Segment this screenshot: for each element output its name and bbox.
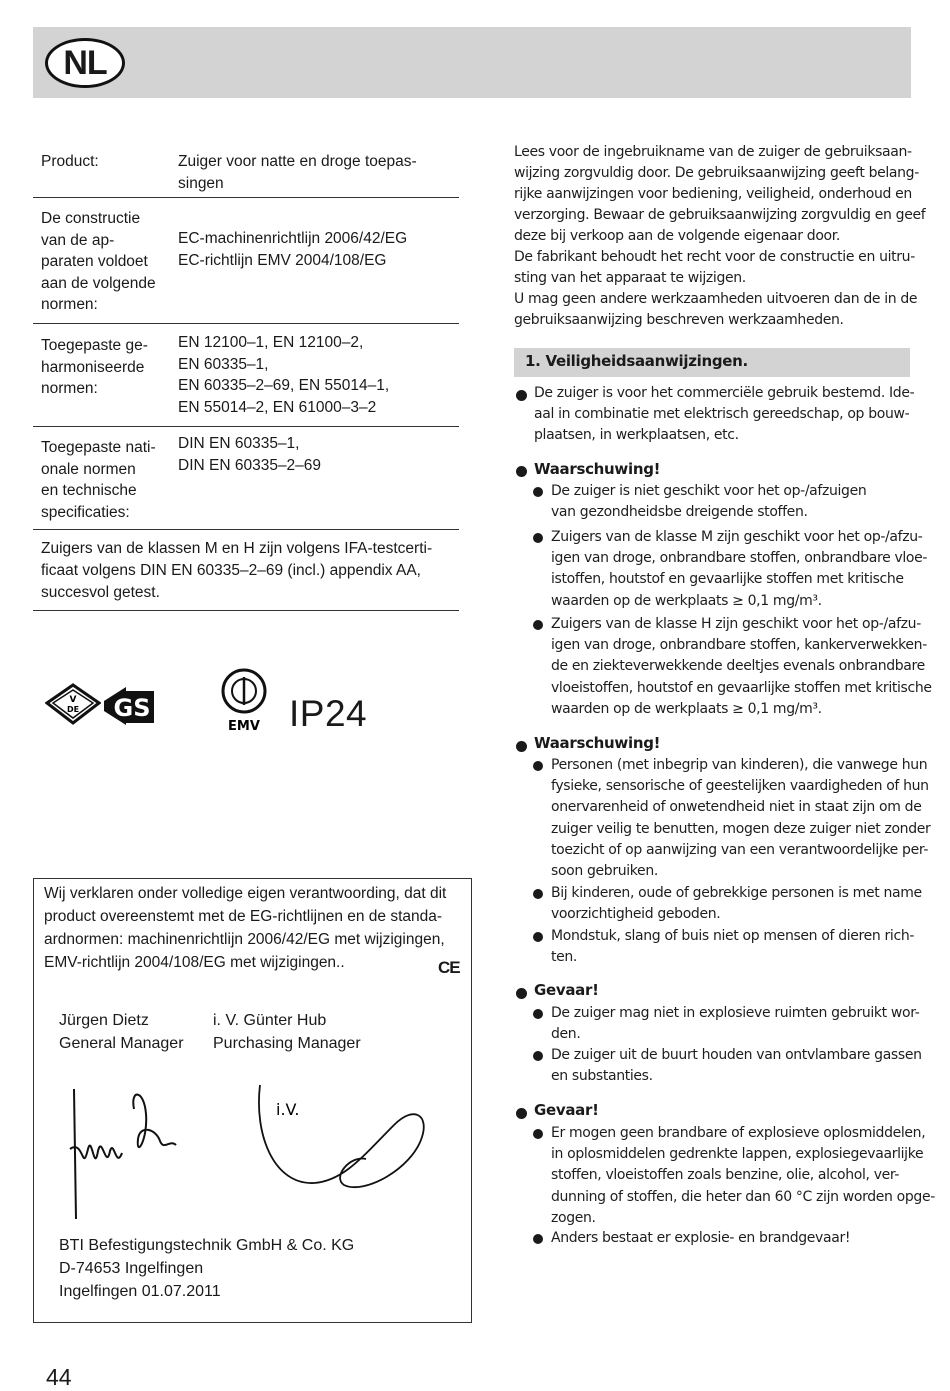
text-line: plaatsen, in werkplaatsen, etc. xyxy=(534,427,739,444)
text-line: waarden op de werkplaats ≥ 0,1 mg/m³. xyxy=(551,592,822,609)
spec-note-line: ficaat volgens DIN EN 60335–2–69 (incl.) appendix AA, xyxy=(41,562,421,579)
warning-item xyxy=(551,883,922,925)
signature-2 xyxy=(254,1075,454,1215)
danger-item xyxy=(551,1123,935,1229)
spec-value-line: singen xyxy=(178,174,224,192)
signature-1 xyxy=(64,1079,194,1229)
declaration-line: product overeenstemt met de EG-richtlijnen en de standa- xyxy=(44,908,443,925)
spec-label-line: Toegepaste ge- xyxy=(41,337,148,354)
text-line: Mondstuk, slang of buis niet op mensen of dieren rich- xyxy=(551,928,915,944)
spec-label xyxy=(33,332,178,426)
language-code: NL xyxy=(63,43,107,82)
danger-title: Gevaar! xyxy=(534,1101,599,1119)
warning-item xyxy=(551,926,914,968)
spec-value-line: DIN EN 60335–1, xyxy=(178,435,300,452)
sub-bullet-icon xyxy=(533,487,543,497)
text-line: ten. xyxy=(551,949,578,966)
vde-mark-icon xyxy=(45,683,101,725)
spec-label-line: Product: xyxy=(41,153,99,170)
signer-name: Jürgen Dietz xyxy=(59,1012,149,1029)
warning-item xyxy=(551,527,927,612)
text-line: De zuiger is niet geschikt voor het op-/afzuigen xyxy=(551,483,867,499)
spec-note-line: Zuigers van de klassen M en H zijn volgens IFA-testcerti- xyxy=(41,540,433,557)
spec-value-line: EN 55014–2, EN 61000–3–2 xyxy=(178,398,377,416)
text-line: Personen (met inbegrip van kinderen), die vanwege hun xyxy=(551,757,928,773)
company-info xyxy=(59,1234,354,1303)
gs-mark-text: GS xyxy=(113,694,151,722)
declaration-line: ardnormen: machinenrichtlijn 2006/42/EG met wijzigingen, xyxy=(44,931,445,948)
warning-item xyxy=(551,614,932,720)
declaration-box xyxy=(33,878,472,1323)
page-number: 44 xyxy=(46,1364,72,1390)
text-line: voorzichtigheid geboden. xyxy=(551,906,721,923)
intro-line: U mag geen andere werkzaamheden uitvoeren dan de in de xyxy=(514,291,918,307)
danger-item xyxy=(551,1045,922,1087)
text-line: soon gebruiken. xyxy=(551,863,658,880)
text-line: in oplosmiddelen gedrenkte lappen, explosiegevaarlijke xyxy=(551,1146,924,1163)
sub-bullet-icon xyxy=(533,620,543,630)
spec-label-line: onale normen xyxy=(41,460,136,478)
spec-label xyxy=(33,433,178,529)
text-line: Anders bestaat er explosie- en brandgevaar! xyxy=(551,1230,851,1246)
warning-title: Waarschuwing! xyxy=(534,460,661,478)
intro-line: Lees voor de ingebruikname van de zuiger de gebruiksaan- xyxy=(514,144,912,160)
text-line: waarden op de werkplaats ≥ 0,1 mg/m³. xyxy=(551,700,822,717)
bullet-icon xyxy=(516,741,527,752)
spec-label-line: harmoniseerde xyxy=(41,358,145,376)
declaration-text xyxy=(44,882,446,974)
text-line: dunning of stoffen, die heter dan 60 °C zijn worden opge- xyxy=(551,1188,935,1205)
vde-mark-text-de: DE xyxy=(66,705,80,714)
spec-note xyxy=(33,530,459,611)
intro-line: wijzing zorgvuldig door. De gebruiksaanwijzing geeft belang- xyxy=(514,165,919,181)
spec-label-line: De constructie xyxy=(41,210,141,227)
spec-note-line: succesvol getest. xyxy=(41,584,160,601)
spec-label-line: aan de volgende xyxy=(41,274,156,292)
text-line: zuiger veilig te benutten, mogen deze zuiger niet zonder xyxy=(551,820,931,837)
ce-mark: CE xyxy=(438,958,460,977)
spec-label-line: en technische xyxy=(41,482,137,499)
spec-value xyxy=(178,151,459,197)
text-line: fysieke, sensorische of geestelijken vaardigheden of hun xyxy=(551,778,929,795)
vde-mark-text-v: V xyxy=(69,695,77,705)
gs-mark-icon xyxy=(102,685,156,727)
text-line: Er mogen geen brandbare of explosieve oplosmiddelen, xyxy=(551,1125,926,1141)
intro-line: gebruiksaanwijzing beschreven werkzaamheden. xyxy=(514,312,844,328)
sub-bullet-icon xyxy=(533,932,543,942)
sub-bullet-icon xyxy=(533,1234,543,1244)
intro-line: deze bij verkoop aan de volgende eigenaar door. xyxy=(514,228,840,244)
sub-bullet-icon xyxy=(533,1129,543,1139)
warning-title: Waarschuwing! xyxy=(534,734,661,752)
text-line: en substanties. xyxy=(551,1068,653,1085)
bullet-icon xyxy=(516,466,527,477)
bullet-icon xyxy=(516,1108,527,1119)
intro-line: sting van het apparaat te wijzigen. xyxy=(514,270,746,286)
spec-value-line: EN 12100–1, EN 12100–2, xyxy=(178,334,364,351)
spec-value-line: EC-machinenrichtlijn 2006/42/EG xyxy=(178,230,408,247)
spec-label-line: van de ap- xyxy=(41,231,115,249)
spec-value xyxy=(178,332,459,426)
emv-mark-text: EMV xyxy=(228,719,260,733)
spec-value-line: EN 60335–1, xyxy=(178,355,269,373)
text-line: De zuiger is voor het commerciële gebruik bestemd. Ide- xyxy=(534,385,915,401)
company-address: D-74653 Ingelfingen xyxy=(59,1260,204,1277)
sub-bullet-icon xyxy=(533,1009,543,1019)
spec-row-construction xyxy=(33,198,459,324)
section-title: 1. Veiligheidsaanwijzingen. xyxy=(525,352,748,370)
text-line: De zuiger uit de buurt houden van ontvlambare gassen xyxy=(551,1047,922,1063)
usage-note xyxy=(534,383,914,447)
text-line: Bij kinderen, oude of gebrekkige personen is met name xyxy=(551,885,922,901)
sub-bullet-icon xyxy=(533,533,543,543)
intro-text xyxy=(514,142,926,331)
spec-value xyxy=(178,433,459,529)
text-line: onervarenheid of onwetendheid niet in staat zijn om de xyxy=(551,799,922,816)
signer-title: Purchasing Manager xyxy=(213,1035,361,1052)
intro-line: De fabrikant behoudt het recht voor de constructie en uitru- xyxy=(514,249,915,265)
text-line: De zuiger mag niet in explosieve ruimten gebruikt wor- xyxy=(551,1005,920,1021)
declaration-line: Wij verklaren onder volledige eigen verantwoording, dat dit xyxy=(44,885,447,902)
signer-title: General Manager xyxy=(59,1035,184,1052)
spec-value-line: DIN EN 60335–2–69 xyxy=(178,456,322,474)
declaration-date: Ingelfingen 01.07.2011 xyxy=(59,1283,221,1300)
text-line: vloeistoffen, houtstof en gevaarlijke stoffen met kritische xyxy=(551,679,932,696)
spec-label-line: paraten voldoet xyxy=(41,253,148,270)
spec-row-product xyxy=(33,140,459,198)
spec-value xyxy=(178,208,459,323)
text-line: toezicht of op aanwijzing van een verantwoordelijke per- xyxy=(551,841,929,858)
danger-item xyxy=(551,1228,850,1249)
spec-value-line: EN 60335–2–69, EN 55014–1, xyxy=(178,377,390,394)
text-line: istoffen, houtstof en gevaarlijke stoffen met kritische xyxy=(551,571,904,588)
bullet-icon xyxy=(516,390,527,401)
language-badge xyxy=(45,38,125,88)
spec-label-line: normen: xyxy=(41,296,98,313)
text-line: aal in combinatie met elektrisch gereedschap, op bouw- xyxy=(534,406,910,423)
signer-name: i. V. Günter Hub xyxy=(213,1012,327,1029)
signer-1 xyxy=(59,1009,184,1055)
text-line: Zuigers van de klasse M zijn geschikt voor het op-/afzu- xyxy=(551,529,923,545)
text-line: de en ziekteverwekkende deeltjes evenals onbrandbare xyxy=(551,658,925,675)
spec-value-line: Zuiger voor natte en droge toepas- xyxy=(178,153,417,170)
sub-bullet-icon xyxy=(533,761,543,771)
spec-label-line: Toegepaste nati- xyxy=(41,439,156,456)
warning-item xyxy=(551,755,930,882)
danger-item xyxy=(551,1003,919,1045)
bullet-icon xyxy=(516,988,527,999)
signature-2-mark: i.V. xyxy=(276,1100,300,1119)
text-line: igen van droge, onbrandbare stoffen, onbrandbare vloe- xyxy=(551,550,928,567)
warning-item xyxy=(551,481,866,523)
spec-label-line: normen: xyxy=(41,380,98,397)
intro-line: rijke aanwijzingen voor bediening, veiligheid, onderhoud en xyxy=(514,186,912,202)
text-line: den. xyxy=(551,1026,581,1043)
text-line: van gezondheidsbe dreigende stoffen. xyxy=(551,504,808,521)
sub-bullet-icon xyxy=(533,1051,543,1061)
spec-row-national xyxy=(33,427,459,530)
text-line: stoffen, vloeistoffen zoals benzine, olie, alcohol, ver- xyxy=(551,1167,900,1184)
spec-label xyxy=(33,151,178,197)
spec-label xyxy=(33,208,178,323)
text-line: Zuigers van de klasse H zijn geschikt voor het op-/afzu- xyxy=(551,616,921,632)
sub-bullet-icon xyxy=(533,889,543,899)
intro-line: verzorging. Bewaar de gebruiksaanwijzing zorgvuldig en geef xyxy=(514,207,926,223)
spec-row-harmonised xyxy=(33,324,459,427)
signer-2 xyxy=(213,1009,361,1055)
text-line: igen van droge, onbrandbare stoffen, kankerverwekken- xyxy=(551,637,927,654)
text-line: zogen. xyxy=(551,1209,596,1226)
spec-table xyxy=(33,140,459,611)
spec-label-line: specificaties: xyxy=(41,503,130,521)
spec-value-line: EC-richtlijn EMV 2004/108/EG xyxy=(178,251,387,269)
header-band xyxy=(33,27,911,98)
danger-title: Gevaar! xyxy=(534,981,599,999)
company-name: BTI Befestigungstechnik GmbH & Co. KG xyxy=(59,1237,355,1254)
declaration-line: EMV-richtlijn 2004/108/EG met wijzigingen.. xyxy=(44,954,345,971)
ip-rating: IP24 xyxy=(289,693,368,734)
vde-emv-mark-icon xyxy=(218,667,270,733)
